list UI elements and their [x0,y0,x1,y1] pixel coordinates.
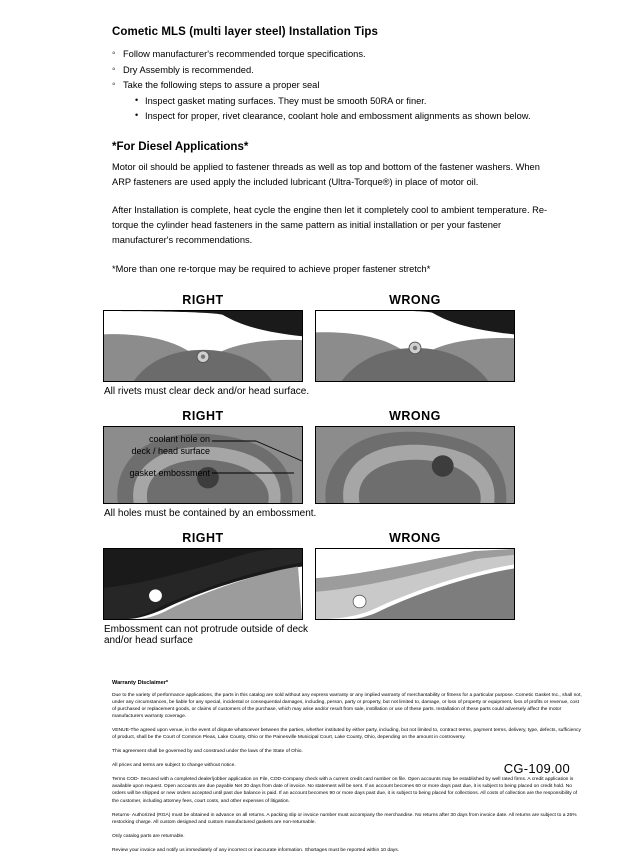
warranty-paragraph: Terms COD- Secured with a completed dealer/jobber application on File, COD-Company check with a current credit card number on file. Open accounts may be established by well rated firms. A credit application is available upon request. Open accounts are due payable Net 30 days from date of invoice. No statement will be sent. If an account becomes 60 or more days past due, it is subject to being placed on credit hold. No orders will be shipped or new orders accepted until past due balance is paid. If an account becomes 90 or more days past due, it is subject to being placed for collections. All costs of collection are the responsibility of the customer, including attorney fees, court costs, and other expenses of litigation. [112,776,584,804]
warranty-paragraph: Only catalog parts are returnable. [112,833,584,840]
figure-3-wrong-label: WRONG [315,531,515,545]
figure-3-caption-wrap [103,624,515,646]
figure-3-right-label: RIGHT [103,531,303,545]
callout-line-1: coolant hole on [68,433,210,445]
warranty-paragraph: All prices and terms are subject to change without notice. [112,762,584,769]
warranty-paragraph: Due to the variety of performance applications, the parts in this catalog are sold without any express warranty or any implied warranty of merchantability or fitness for a particular purpose. Cometic Gasket Inc., shall not, under any circumstances, be liable for any special, incidental or consequential damages, including, person, party or property, but not limited to, damage, or loss of property or equipment, loss of profits or revenue, cost of purchased or replacement goods, or claims of customers of the purchase, which may arise and/or result from sale, instillation or use of these parts. Installation of these parts could adversely affect the motor manufacturers warranty coverage. [112,692,584,720]
figure-1-caption-wrap [103,386,515,397]
figure-3-right [103,531,303,620]
instruction-list [112,47,578,125]
figure-3-caption-line2: and/or head surface [103,635,515,646]
figure-row-3 [40,531,578,620]
list-item: • Inspect gasket mating surfaces. They must be smooth 50RA or finer. [135,94,578,110]
list-item: ◦ Follow manufacturer's recommended torque specifications. [112,47,578,63]
figure-2-wrong-label: WRONG [315,409,515,423]
figure-1-wrong [315,293,515,382]
figure-2-caption-wrap [103,508,515,519]
figure-1-wrong-image [315,310,515,382]
figure-3-right-image [103,548,303,620]
figure-3-wrong [315,531,515,620]
figure-row-1 [40,293,578,382]
figure-1-caption: All rivets must clear deck and/or head surface. [103,386,515,397]
diesel-paragraph-2: After Installation is complete, heat cycle the engine then let it completely cool to ambient temperature. Re-torque the cylinder head fasteners in the same pattern as initial installation or per your fastener manufacturer's recommendations. [112,203,552,248]
figure-section [40,293,578,646]
figure-3-wrong-image [315,548,515,620]
diesel-paragraph-1: Motor oil should be applied to fastener threads as well as top and bottom of the fastener washers. When ARP fasteners are used apply the included lubricant (Ultra-Torque®) in place of motor oil. [112,160,552,190]
figure-1-right [103,293,303,382]
document-number: CG-109.00 [504,761,570,776]
figure-1-right-label: RIGHT [103,293,303,307]
instruction-sublist [123,94,578,125]
page-title: Cometic MLS (multi layer steel) Installation Tips [112,26,578,38]
figure-2-right-label: RIGHT [103,409,303,423]
list-item: ◦ Dry Assembly is recommended. [112,63,578,79]
figure-2-wrong-image [315,426,515,504]
warranty-paragraph: VENUE-The agreed upon venue, in the event of dispute whatsoever between the parties, whether instituted by either party, including, but not limited to, contract terms, payment terms, delivery, type, defects, sufficiency of product, shall be the Court of Common Pleas, Lake County, Ohio or the Painesville Municipal Court, Lake County, Ohio, depending on the amount in controversy. [112,727,584,741]
list-item: • Inspect for proper, rivet clearance, coolant hole and embossment alignments as shown below. [135,109,578,125]
diesel-heading: *For Diesel Applications* [112,141,578,153]
figure-2-caption: All holes must be contained by an embossment. [103,508,515,519]
warranty-paragraph: Review your invoice and notify us immediately of any incorrect or inaccurate information. Shortages must be reported within 10 days. [112,847,584,854]
figure-2-wrong [315,409,515,504]
warranty-heading: Warranty Disclaimer* [112,680,584,686]
figure-2-callout-embossment [68,467,210,479]
list-item-label: Take the following steps to assure a proper seal [123,80,319,90]
warranty-paragraph: Returns- Authorized (RGA) must be obtained in advance on all returns. A packing slip or invoice number must accompany the merchandise. No returns after 30 days from invoice date. All returns are subject to a 25% restocking charge. All custom designed and custom manufactured gaskets are non-returnable. [112,812,584,826]
callout-line-2: deck / head surface [68,445,210,457]
warranty-paragraph: This agreement shall be governed by and construed under the laws of the State of Ohio. [112,748,584,755]
retorque-note: *More than one re-torque may be required to achieve proper fastener stretch* [112,262,578,277]
list-item [112,78,578,125]
figure-1-right-image [103,310,303,382]
figure-2-callout-coolant [68,433,210,457]
figure-1-wrong-label: WRONG [315,293,515,307]
callout-line-3: gasket embossment [68,467,210,479]
figure-3-caption-line1: Embossment can not protrude outside of deck [103,624,515,635]
figure-2-block [40,409,578,504]
